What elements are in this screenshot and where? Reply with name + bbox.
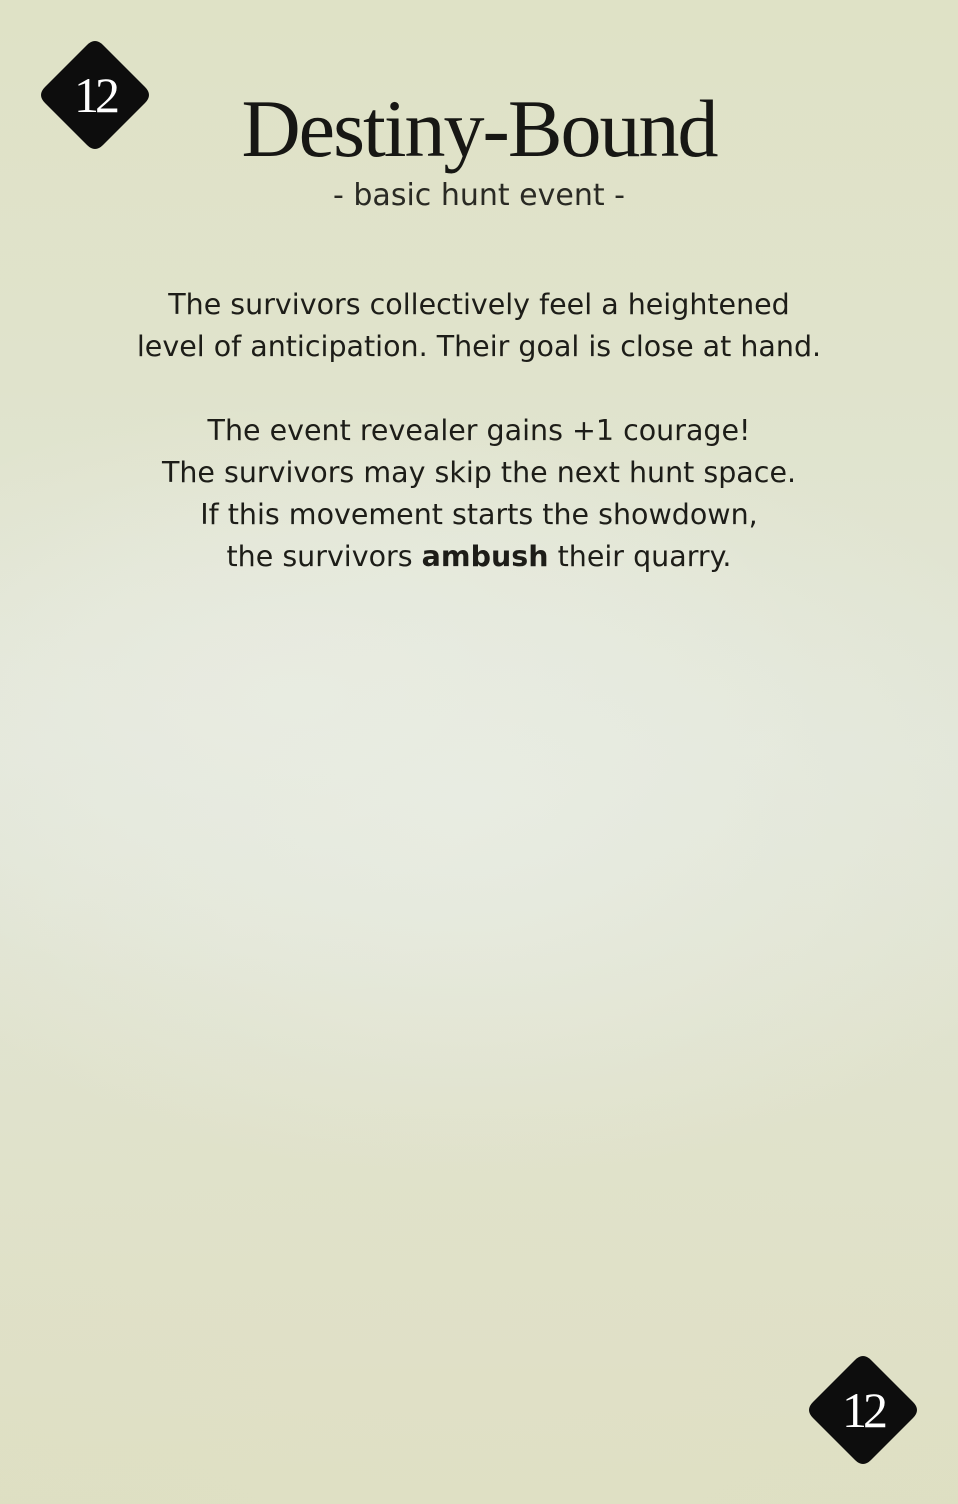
- rules-line: The event revealer gains +1 courage!: [207, 414, 751, 447]
- flavor-line: level of anticipation. Their goal is close at hand.: [136, 330, 822, 363]
- rules-line-ambush: [80, 536, 878, 578]
- card-number-badge-bottom: [807, 1354, 919, 1466]
- ambush-keyword: ambush: [421, 540, 549, 573]
- card-title: Destiny-Bound: [241, 83, 717, 174]
- card-subtitle: - basic hunt event -: [333, 178, 625, 213]
- card-number-top: 12: [74, 67, 116, 123]
- rules-text-segment: the survivors: [226, 540, 422, 573]
- rules-text-segment: their quarry.: [548, 540, 732, 573]
- rules-text: [80, 410, 878, 578]
- flavor-text: [80, 284, 878, 368]
- card-number-bottom: 12: [842, 1382, 884, 1438]
- flavor-line: The survivors collectively feel a heightened: [168, 288, 790, 321]
- rules-line: The survivors may skip the next hunt space.: [161, 456, 797, 489]
- rules-line: If this movement starts the showdown,: [200, 498, 758, 531]
